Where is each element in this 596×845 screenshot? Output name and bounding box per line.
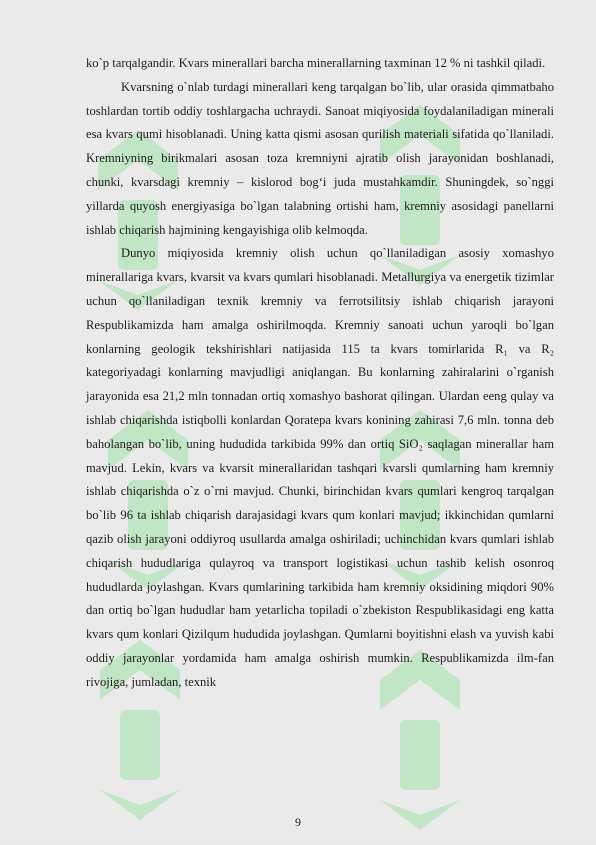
page-number: 9 [295, 815, 301, 829]
paragraph: Kvarsning o`nlab turdagi minerallari keng tarqalgan bo`lib, ular orasida qimmatbaho toshlardan tortib oddiy toshlargacha uchraydi. Sanoat miqiyosida foydalaniladigan minerali esa kvars qumi hisoblanadi. Uning katta qismi asosan qurilish materiali sifatida qo`llaniladi. Kremniyning birikmalari asosan toza kremniyni ajratib olish jarayonidan boshlanadi, chunki, kvarsdagi kremniy – kislorod bog‘i juda mustahkamdir. Shuningdek, so`nggi yillarda quyosh energiyasiga bo`lgan talabning ortishi ham, kremniy asosidagi panellarni ishlab chiqarish hajmining kengayishiga olib kelmoqda. [86, 79, 554, 237]
paragraph: ko`p tarqalgandir. Kvars minerallari barcha minerallarning taxminan 12 % ni tashkil qiladi. [86, 56, 546, 70]
paragraph: Dunyo miqiyosida kremniy olish uchun qo`llaniladigan asosiy xomashyo minerallariga kvars, kvarsit va kvars qumlari hisoblanadi. Metallurgiya va energetik tizimlar uchun qo`llaniladigan texnik kremniy va ferrotsilitsiy ishlab chiqarish jarayoni Respublikamizda ham amalga oshirilmoqda. Kremniy sanoati uchun yaroqli bo`lgan konlarning geologik tekshirishlari natijasida 115 ta kvars tomirlarida R₁ va R₂ kategoriyadagi konlarning mavjudligi aniqlangan. Bu konlarning zahiralarini o`rganish jarayonida esa 21,2 mln tonnadan ortiq xomashyo bashorat qilingan. Ulardan eeng qulay va ishlab chiqarishda istiqbolli konlardan Qoratepa kvars konining zahirasi 7,6 mln. tonna deb baholangan bo`lib, uning hududida tarkibida 99% dan ortiq SiO₂ saqlagan minerallar ham mavjud. Lekin, kvars va kvarsit minerallaridan tashqari kvarsli qumlarning ham kremniy ishlab chiqarishda o`z o`rni mavjud. Chunki, birinchidan kvars qumlari kengroq tarqalgan bo`lib 96 ta ishlab chiqarish darajasidagi kvars qum konlari mavjud; ikkinchidan qumlarni qazib olish jarayoni oddiyroq usullarda amalga oshiriladi; uchinchidan kvars qumlari ishlab chiqarish hududlariga qulayroq va transport logistikasi uchun tashib kelish osonroq hududlarda joylashgan. Kvars qumlarining tarkibida ham kremniy oksidining miqdori 90% dan ortiq bo`lgan hududlar ham yetarlicha topiladi o`zbekiston Respublikasidagi eng katta kvars qum konlari Qizilqum hududida joylashgan. Qumlarni boyitishni elash va yuvish kabi oddiy jarayonlar yordamida ham amalga oshirish mumkin. Respublikamizda ilm-fan rivojiga, jumladan, texnik [86, 246, 554, 689]
document-body [86, 52, 554, 695]
